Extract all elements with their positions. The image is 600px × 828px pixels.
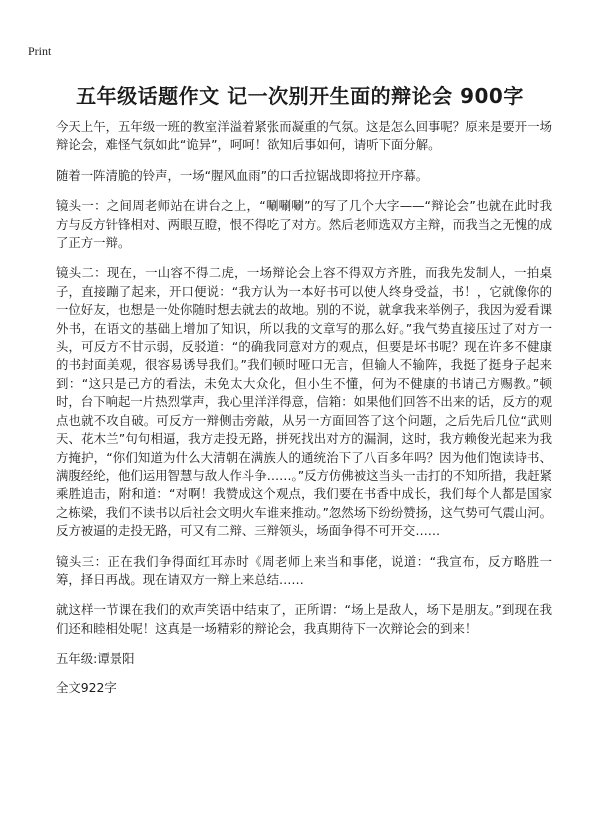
article-title: 五年级话题作文 记一次别开生面的辩论会 900字 [76,84,524,108]
paragraph-scene-two: 镜头二：现在，一山容不得二虎，一场辩论会上容不得双方齐胜，而我先发制人，一拍桌子，直接蹦了起来，开口便说：“我方认为一本好书可以使人终身受益，书！，它就像你的一位好友，也想是一处你随时想去就去的故地。别的不说，就拿我来举例子，我因为爱看课外书，在语文的基础上增加了知识，所以我的文章写的那么好。”我气势直接压过了对方一头，可反方不甘示弱，反驳道：“的确我同意对方的观点，但要是坏书呢？现在许多不健康的书封面美观，很容易诱导我们。”我们顿时哑口无言，但输人不输阵，我挺了挺身子起来到：“这只是己方的看法，未免太大众化，但小生不懂，何为不健康的书请己方赐教。”顿时，台下响起一片热烈掌声，我心里洋洋得意，信箱：如果他们回答不出来的话，反方的观点也就不攻自破。可反方一辩侧击旁敲，从另一方面回答了这个问题，之后先后几位“武则天、花木兰”句句相逼，我方走投无路，拼死找出对方的漏洞，这时，我方赖俊光起来为我方掩护，“你们知道为什么大清朝在满族人的通统治下了八百多年吗？因为他们饱读诗书、满腹经纶，他们运用智慧与敌人作斗争……。”反方仿佛被这当头一击打的不知所措，我赶紧乘胜追击，附和道：“对啊！我赞成这个观点，我们要在书香中成长，我们每个人都是国家之栋梁，我们不读书以后社会文明火车谁来推动。”忽然场下纷纷赞扬，这气势可气震山河。反方被逼的走投无路，可又有二辩、三辩领头，场面争得不可开交…… [56,265,552,539]
article-body [56,118,552,707]
paragraph-scene-three: 镜头三：正在我们争得面红耳赤时《周老师上来当和事佬，说道：“我宣布，反方略胜一筹，择日再战。现在请双方一辩上来总结…… [56,553,552,587]
word-count: 全文922字 [56,679,117,695]
paragraph-scene-one: 镜头一：之间周老师站在讲台之上，“唰唰唰”的写了几个大字——“辩论会”也就在此时我方与反方针锋相对、两眼互瞪，恨不得吃了对方。然后老师选双方主辩，而我当之无愧的成了正方一辩。 [56,198,552,251]
paragraph-intro: 今天上午，五年级一班的教室洋溢着紧张而凝重的气氛。这是怎么回事呢？原来是要开一场辩论会，难怪气氛如此“诡异”，呵呵！欲知后事如何，请听下面分解。 [56,119,552,153]
paragraph-conclusion: 就这样一节课在我们的欢声笑语中结束了，正所谓：“场上是敌人，场下是朋友。”到现在我们还和睦相处呢！这真是一场精彩的辩论会，我真期待下一次辩论会的到来！ [56,602,552,636]
paragraph-bell: 随着一阵清脆的铃声，一场“腥风血雨”的口舌拉锯战即将拉开序幕。 [56,167,429,183]
print-link[interactable]: Print [28,44,52,58]
author-line: 五年级:谭景阳 [56,651,135,667]
